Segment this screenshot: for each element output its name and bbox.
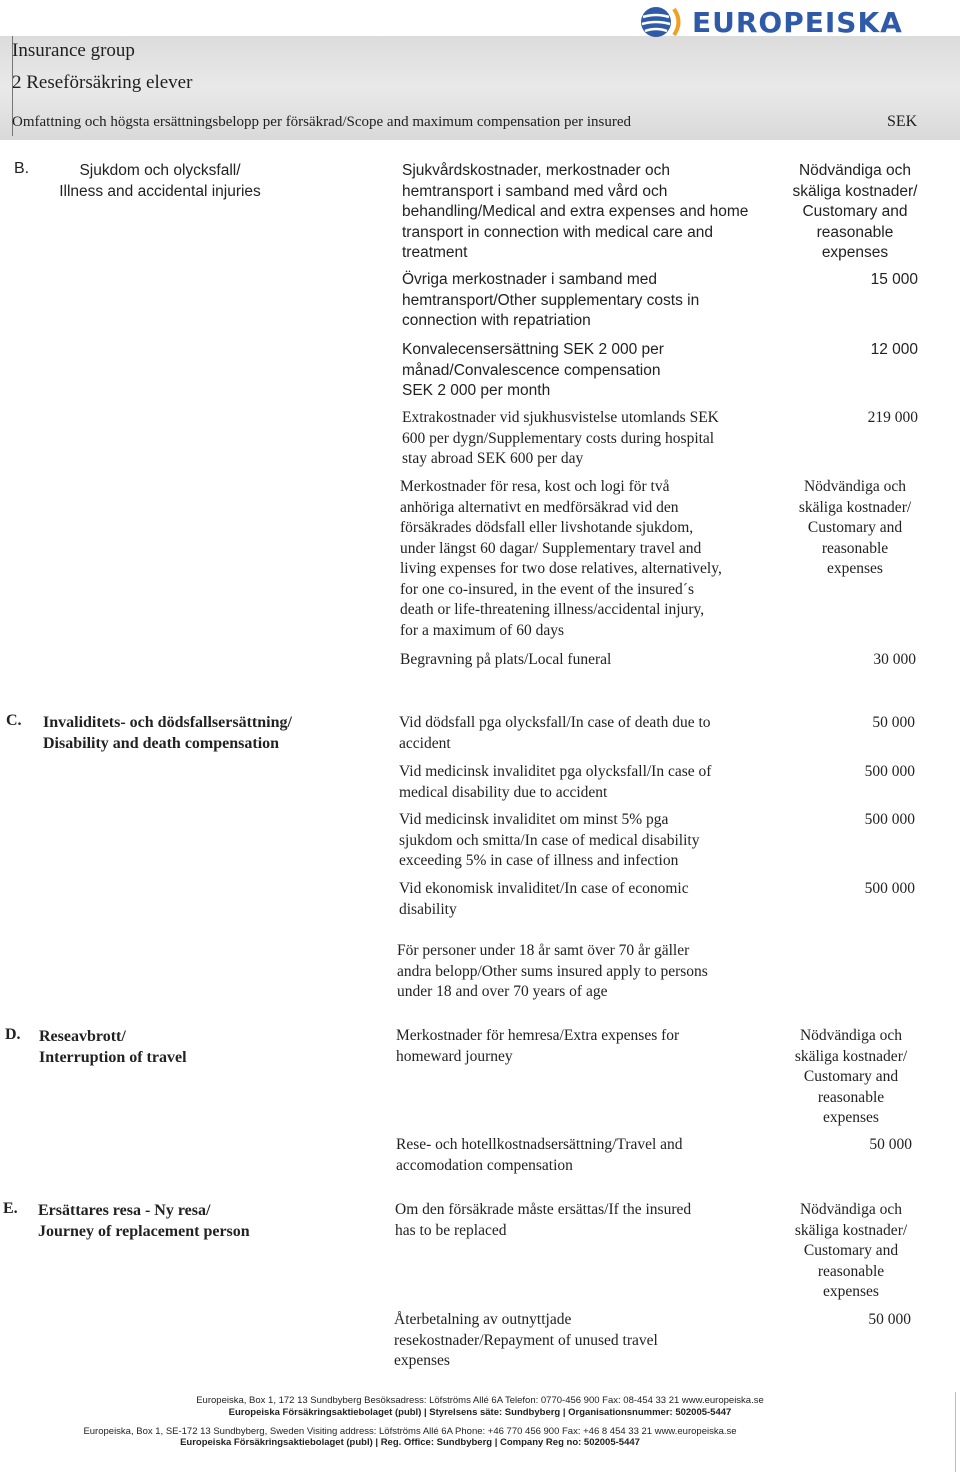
margin-line bbox=[955, 1392, 956, 1472]
logo-wordmark: EUROPEISKA bbox=[692, 5, 903, 39]
section-b-row-3-desc: Konvalecensersättning SEK 2 000 per månad/Convalescence compensation SEK 2 000 per month bbox=[402, 341, 664, 399]
header-product-title: 2 Reseförsäkring elever bbox=[12, 72, 193, 93]
section-d-row-1-amount: Nödvändiga och skäliga kostnader/ Customary and reasonable expenses bbox=[794, 1027, 908, 1126]
section-b-row-1-desc: Sjukvårdskostnader, merkostnader och hemtransport i samband med vård och behandling/Medical and extra expenses and home transport in connection with medical care and treatment bbox=[402, 162, 749, 261]
section-d-letter: D. bbox=[5, 1026, 21, 1043]
section-c-row-1-desc: Vid dödsfall pga olycksfall/In case of death due to accident bbox=[399, 714, 711, 752]
section-b-row-2-desc: Övriga merkostnader i samband med hemtransport/Other supplementary costs in connection with repatriation bbox=[402, 271, 700, 329]
section-b-row-4-desc: Extrakostnader vid sjukhusvistelse utomlands SEK 600 per dygn/Supplementary costs during hospital stay abroad SEK 600 per day bbox=[402, 409, 719, 467]
section-e-row-1-amount: Nödvändiga och skäliga kostnader/ Customary and reasonable expenses bbox=[794, 1201, 908, 1300]
section-d-row-2-desc: Rese- och hotellkostnadsersättning/Travel and accomodation compensation bbox=[396, 1136, 683, 1174]
section-c-row-3-desc: Vid medicinsk invaliditet om minst 5% pga sjukdom och smitta/In case of medical disability exceeding 5% in case of illness and infection bbox=[399, 811, 700, 869]
section-b-row-1-amount: Nödvändiga och skäliga kostnader/ Customary and reasonable expenses bbox=[792, 162, 918, 261]
section-b-title-en: Illness and accidental injuries bbox=[59, 183, 261, 200]
section-c-row-4-desc: Vid ekonomisk invaliditet/In case of economic disability bbox=[399, 880, 689, 918]
footer-company-en: Europeiska Försäkringsaktiebolaget (publ) | Reg. Office: Sundbyberg | Company Reg no: 502005-5447 bbox=[180, 1437, 640, 1448]
section-c-title bbox=[43, 712, 363, 754]
section-b-title-sv: Sjukdom och olycksfall/ bbox=[79, 162, 241, 179]
section-c-row-1-amount: 50 000 bbox=[872, 714, 915, 731]
section-c-row-2-amount: 500 000 bbox=[864, 763, 915, 780]
header-currency: SEK bbox=[887, 113, 918, 130]
europeiska-logo bbox=[638, 2, 903, 42]
section-e-letter: E. bbox=[3, 1200, 18, 1217]
section-e-row-1-desc: Om den försäkrade måste ersättas/If the insured has to be replaced bbox=[395, 1201, 692, 1239]
section-c-letter: C. bbox=[6, 712, 22, 729]
section-b-row-6-desc: Begravning på plats/Local funeral bbox=[400, 651, 612, 668]
section-c-row-3-amount: 500 000 bbox=[864, 811, 915, 828]
section-c-row-4-amount: 500 000 bbox=[864, 880, 915, 897]
section-c-row-2-desc: Vid medicinsk invaliditet pga olycksfall/In case of medical disability due to accident bbox=[399, 763, 712, 801]
section-c-title-sv: Invaliditets- och dödsfallsersättning/ bbox=[43, 714, 292, 731]
footer-address-sv: Europeiska, Box 1, 172 13 Sundbyberg Besöksadress: Löfströms Allé 6A Telefon: 0770-456 900 Fax: 08-454 33 21 www.europeiska.se bbox=[196, 1395, 764, 1406]
footer-address-en: Europeiska, Box 1, SE-172 13 Sundbyberg, Sweden Visiting address: Löfströms Allé 6A Phone: +46 770 456 900 Fax: +46 8 454 33 21 www.europeiska.se bbox=[83, 1426, 737, 1437]
section-e-title-sv: Ersättares resa - Ny resa/ bbox=[38, 1202, 211, 1219]
section-b-row-3-amount: 12 000 bbox=[870, 341, 918, 358]
section-e-title-en: Journey of replacement person bbox=[38, 1223, 250, 1240]
section-d-row-1-desc: Merkostnader för hemresa/Extra expenses for homeward journey bbox=[396, 1027, 680, 1065]
footer-company-sv: Europeiska Försäkringsaktiebolaget (publ) | Styrelsens säte: Sundbyberg | Organisationsnummer: 502005-5447 bbox=[228, 1407, 732, 1418]
header-scope-title: Omfattning och högsta ersättningsbelopp per försäkrad/Scope and maximum compensation per insured bbox=[12, 114, 632, 130]
section-c-note: För personer under 18 år samt över 70 år gäller andra belopp/Other sums insured apply to persons under 18 and over 70 years of age bbox=[397, 942, 708, 1000]
section-d-row-2-amount: 50 000 bbox=[869, 1136, 912, 1153]
section-b-row-5-desc: Merkostnader för resa, kost och logi för två anhöriga alternativt en medförsäkrad vid den försäkrades dödsfall eller livshotande sjukdom, under längst 60 dagar/ Supplementary travel and living expenses for two dose relatives, alternatively, for one co-insured, in the event of the insured´s death or life-threatening illness/accidental injury, for a maximum of 60 days bbox=[400, 478, 722, 639]
section-e-title bbox=[38, 1200, 358, 1242]
header-insurance-group: Insurance group bbox=[12, 40, 135, 61]
section-c-title-en: Disability and death compensation bbox=[43, 735, 280, 752]
section-b-row-6-amount: 30 000 bbox=[873, 651, 916, 668]
section-d-title-sv: Reseavbrott/ bbox=[39, 1028, 126, 1045]
section-d-title-en: Interruption of travel bbox=[39, 1049, 187, 1066]
section-b-title bbox=[40, 160, 280, 202]
section-e-row-2-amount: 50 000 bbox=[868, 1311, 911, 1328]
section-b-row-4-amount: 219 000 bbox=[867, 409, 918, 426]
section-b-letter: B. bbox=[14, 160, 30, 177]
section-b-row-2-amount: 15 000 bbox=[870, 271, 918, 288]
section-d-title bbox=[39, 1026, 359, 1068]
globe-icon bbox=[638, 3, 684, 41]
section-b-row-5-amount: Nödvändiga och skäliga kostnader/ Customary and reasonable expenses bbox=[798, 478, 912, 577]
section-e-row-2-desc: Återbetalning av outnyttjade resekostnader/Repayment of unused travel expenses bbox=[394, 1311, 658, 1369]
